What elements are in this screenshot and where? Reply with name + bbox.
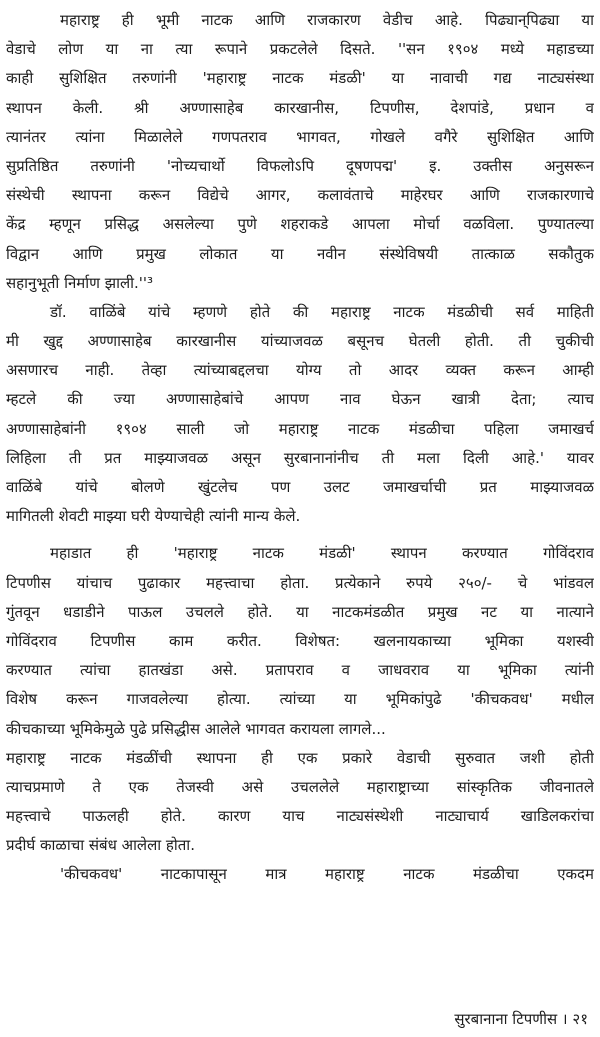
text-line: टिपणीस यांचाच पुढाकार महत्त्वाचा होता. प्रत्येकाने रुपये २५०/- चे भांडवल bbox=[6, 573, 594, 592]
running-title: सुरबानाना टिपणीस bbox=[454, 1010, 558, 1028]
text-line: महाडात ही 'महाराष्ट्र नाटक मंडळी' स्थापन करण्यात गोविंदराव bbox=[50, 544, 594, 563]
text-line: मी खुद्द अण्णासाहेब कारखानीस यांच्याजवळ बसूनच घेतली होती. ती चुकीची bbox=[6, 332, 594, 351]
paragraph-3 bbox=[6, 539, 594, 860]
text-line: डॉ. वाळिंबे यांचे म्हणणे होते की महाराष्ट्र नाटक मंडळीची सर्व माहिती bbox=[50, 302, 594, 321]
text-line: 'कीचकवध' नाटकापासून मात्र महाराष्ट्र नाटक मंडळीचा एकदम bbox=[60, 865, 594, 884]
page-number: २१ bbox=[572, 1010, 588, 1028]
text-line: त्याचप्रमाणे ते एक तेजस्वी असे उचललेले महाराष्ट्राच्या सांस्कृतिक जीवनातले bbox=[6, 777, 594, 796]
text-line: सहानुभूती निर्माण झाली.''³ bbox=[6, 273, 154, 292]
text-line: करण्यात त्यांचा हातखंडा असे. प्रतापराव व जाधवराव या भूमिका त्यांनी bbox=[6, 661, 594, 680]
text-line: सुप्रतिष्ठित तरुणांनी 'नोच्यचार्थो विफलोऽपि दूषणपद्म' इ. उक्तीस अनुसरून bbox=[6, 156, 594, 175]
paragraph-1 bbox=[6, 6, 594, 298]
text-line: केंद्र म्हणून प्रसिद्ध असलेल्या पुणे शहराकडे आपला मोर्चा वळविला. पुण्यातल्या bbox=[6, 215, 594, 234]
text-line: मागितली शेवटी माझ्या घरी येण्याचेही त्यांनी मान्य केले. bbox=[6, 507, 301, 526]
text-line: विशेष करून गाजवलेल्या होत्या. त्यांच्या या भूमिकांपुढे 'कीचकवध' मधील bbox=[6, 690, 594, 709]
text-line: विद्वान आणि प्रमुख लोकात या नवीन संस्थेविषयी तात्काळ सकौतुक bbox=[6, 244, 594, 263]
text-line: प्रदीर्घ काळाचा संबंध आलेला होता. bbox=[6, 836, 195, 855]
text-line: गोविंदराव टिपणीस काम करीत. विशेषत: खलनायकाच्या भूमिका यशस्वी bbox=[6, 631, 594, 650]
text-line: अण्णासाहेबांनी १९०४ साली जो महाराष्ट्र नाटक मंडळीचा पहिला जमाखर्च bbox=[6, 419, 594, 438]
text-line: त्यानंतर त्यांना मिळालेले गणपतराव भागवत, गोखले वगैरे सुशिक्षित आणि bbox=[6, 127, 594, 146]
text-line: संस्थेची स्थापना करून विद्येचे आगर, कलावंताचे माहेरघर आणि राजकारणाचे bbox=[6, 186, 594, 205]
text-line: कीचकाच्या भूमिकेमुळे पुढे प्रसिद्धीस आलेले भागवत करायला लागले... bbox=[6, 719, 386, 738]
text-line: म्हटले की ज्या अण्णासाहेबांचे आपण नाव घेऊन खात्री देता; त्याच bbox=[6, 390, 594, 409]
page-footer bbox=[454, 1007, 588, 1031]
text-line: महाराष्ट्र नाटक मंडळींची स्थापना ही एक प्रकारे वेडाची सुरुवात जशी होती bbox=[6, 748, 594, 767]
text-line: वाळिंबे यांचे बोलणे खुंटलेच पण उलट जमाखर्चाची प्रत माझ्याजवळ bbox=[6, 478, 594, 496]
text-line: असणारच नाही. तेव्हा त्यांच्याबद्दलचा योग्य तो आदर व्यक्त करून आम्ही bbox=[6, 361, 594, 380]
footer-separator: । bbox=[561, 1010, 568, 1028]
paragraph-4 bbox=[6, 860, 594, 889]
text-line: काही सुशिक्षित तरुणांनी 'महाराष्ट्र नाटक मंडळी' या नावाची गद्य नाट्यसंस्था bbox=[6, 69, 594, 88]
text-line: महाराष्ट्र ही भूमी नाटक आणि राजकारण वेडीच आहे. पिढ्यान्‌पिढ्या या bbox=[60, 11, 594, 29]
text-line: लिहिला ती प्रत माझ्याजवळ असून सुरबानानांनीच ती मला दिली आहे.' यावर bbox=[6, 448, 594, 467]
text-line: गुंतवून धडाडीने पाऊल उचलले होते. या नाटकमंडळीत प्रमुख नट या नात्याने bbox=[6, 602, 594, 621]
paragraph-2 bbox=[6, 298, 594, 532]
text-line: वेडाचे लोण या ना त्या रूपाने प्रकटलेले दिसते. ''सन १९०४ मध्ये महाडच्या bbox=[6, 40, 594, 59]
paragraph-gap bbox=[6, 531, 594, 539]
text-line: स्थापन केली. श्री अण्णासाहेब कारखानीस, टिपणीस, देशपांडे, प्रधान व bbox=[6, 98, 594, 117]
text-line: महत्त्वाचे पाऊलही होते. कारण याच नाट्यसंस्थेशी नाट्याचार्य खाडिलकरांचा bbox=[6, 807, 594, 826]
